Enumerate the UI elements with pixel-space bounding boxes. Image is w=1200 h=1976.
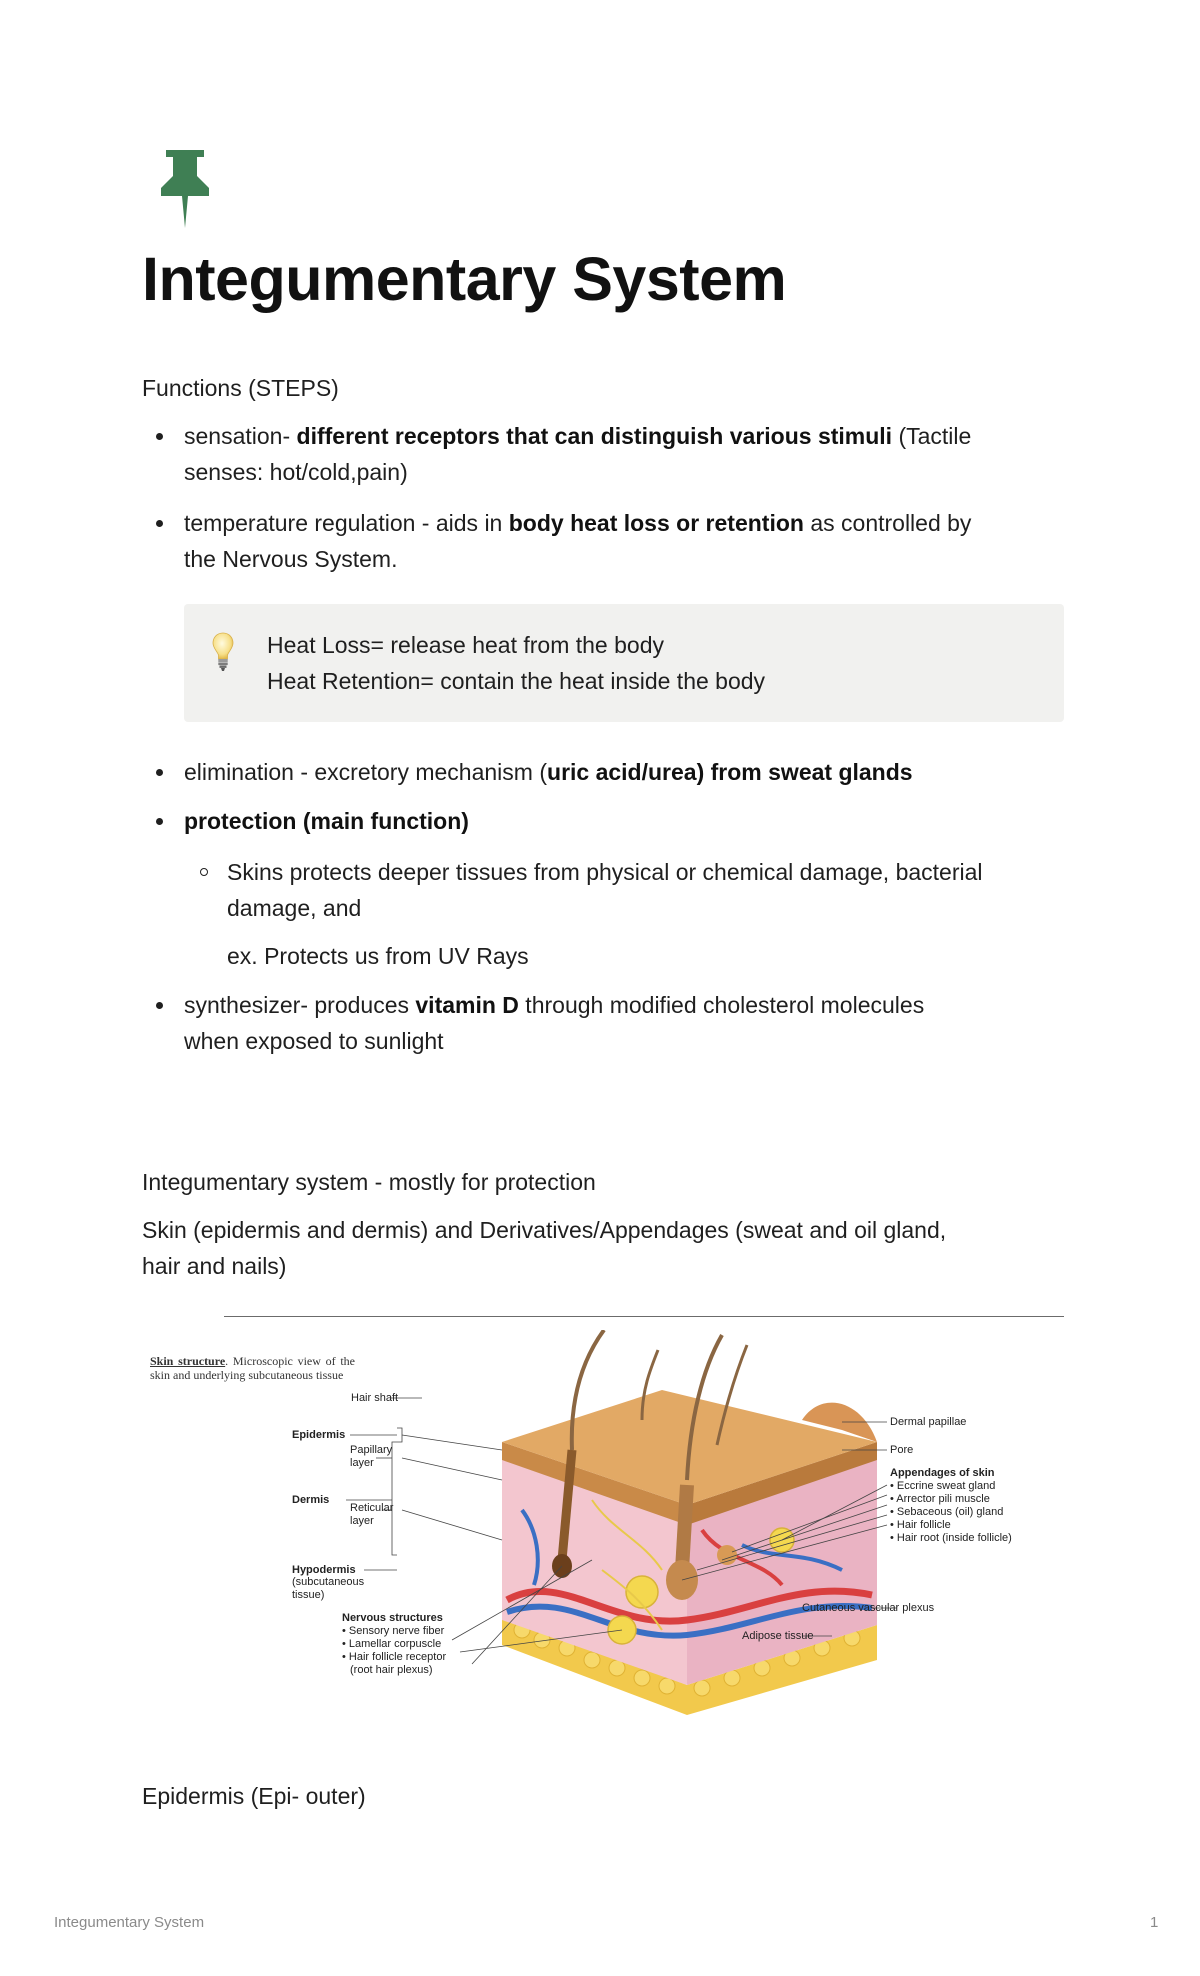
summary-line: Integumentary system - mostly for protection	[142, 1169, 596, 1195]
callout-box	[184, 604, 1064, 722]
list-item-protection: protection (main function)	[184, 803, 1064, 839]
label-reticular-layer: Reticular layer	[350, 1502, 394, 1527]
label-sensory-nerve-fiber: • Sensory nerve fiber	[342, 1625, 445, 1637]
skin-structure-figure	[142, 1330, 1042, 1740]
list-item-synthesizer: synthesizer- produces vitamin D through modified cholesterol molecules when exposed to sunlight	[184, 987, 1064, 1059]
bullet-dot	[156, 520, 163, 527]
label-adipose-tissue: Adipose tissue	[742, 1630, 814, 1642]
label-appendages: Appendages of skin	[890, 1467, 995, 1479]
label-hypodermis: Hypodermis	[292, 1564, 356, 1576]
label-root-hair-plexus: (root hair plexus)	[350, 1664, 433, 1676]
callout-line-heat-retention: Heat Retention= contain the heat inside the body	[267, 668, 766, 694]
label-hair-root: • Hair root (inside follicle)	[890, 1532, 1012, 1544]
label-nervous-structures: Nervous structures	[342, 1612, 443, 1624]
example-line: ex. Protects us from UV Rays	[227, 943, 529, 969]
bullet-dot	[156, 769, 163, 776]
label-epidermis: Epidermis	[292, 1429, 346, 1441]
epidermis-heading: Epidermis (Epi- outer)	[142, 1783, 366, 1809]
label-lamellar-corpuscle: • Lamellar corpuscle	[342, 1638, 442, 1650]
bullet-dot	[156, 433, 163, 440]
label-cutaneous-vascular-plexus: Cutaneous vascular plexus	[802, 1602, 935, 1614]
sub-bullet-circle	[200, 868, 208, 876]
label-hypodermis-sub: (subcutaneous tissue)	[292, 1576, 365, 1601]
list-item-sensation: sensation- different receptors that can distinguish various stimuli (Tactile senses: hot/cold,pain)	[184, 418, 1064, 490]
footer-title: Integumentary System	[54, 1914, 205, 1931]
lightbulb-icon	[212, 632, 234, 672]
bullet-dot	[156, 1002, 163, 1009]
label-eccrine-sweat-gland: • Eccrine sweat gland	[890, 1480, 996, 1492]
list-item-elimination: elimination - excretory mechanism (uric acid/urea) from sweat glands	[184, 754, 1064, 790]
footer-page-number: 1	[1150, 1914, 1159, 1931]
label-hair-shaft: Hair shaft	[351, 1392, 399, 1404]
label-pore: Pore	[890, 1444, 914, 1456]
label-dermis: Dermis	[292, 1494, 330, 1506]
label-hair-follicle-receptor: • Hair follicle receptor	[342, 1651, 447, 1663]
skin-description: Skin (epidermis and dermis) and Derivatives/Appendages (sweat and oil gland, hair and nails)	[142, 1217, 947, 1279]
bullet-dot	[156, 818, 163, 825]
label-hair-follicle: • Hair follicle	[890, 1519, 951, 1531]
functions-heading: Functions (STEPS)	[142, 375, 339, 401]
pushpin-icon	[157, 150, 213, 228]
page-title: Integumentary System	[142, 245, 787, 313]
figure-caption: Skin structure. Microscopic view of the skin and underlying subcutaneous tissue	[150, 1354, 355, 1382]
list-item-temperature: temperature regulation - aids in body heat loss or retention as controlled by the Nervous System.	[184, 505, 1064, 577]
label-dermal-papillae: Dermal papillae	[890, 1416, 967, 1428]
sub-list-item-protection-detail: Skins protects deeper tissues from physical or chemical damage, bacterial damage, and	[227, 854, 1067, 926]
label-sebaceous-gland: • Sebaceous (oil) gland	[890, 1506, 1004, 1518]
label-arrector-pili-muscle: • Arrector pili muscle	[890, 1493, 990, 1505]
callout-line-heat-loss: Heat Loss= release heat from the body	[267, 632, 664, 658]
label-papillary-layer: Papillary layer	[350, 1444, 393, 1469]
divider	[224, 1316, 1064, 1317]
